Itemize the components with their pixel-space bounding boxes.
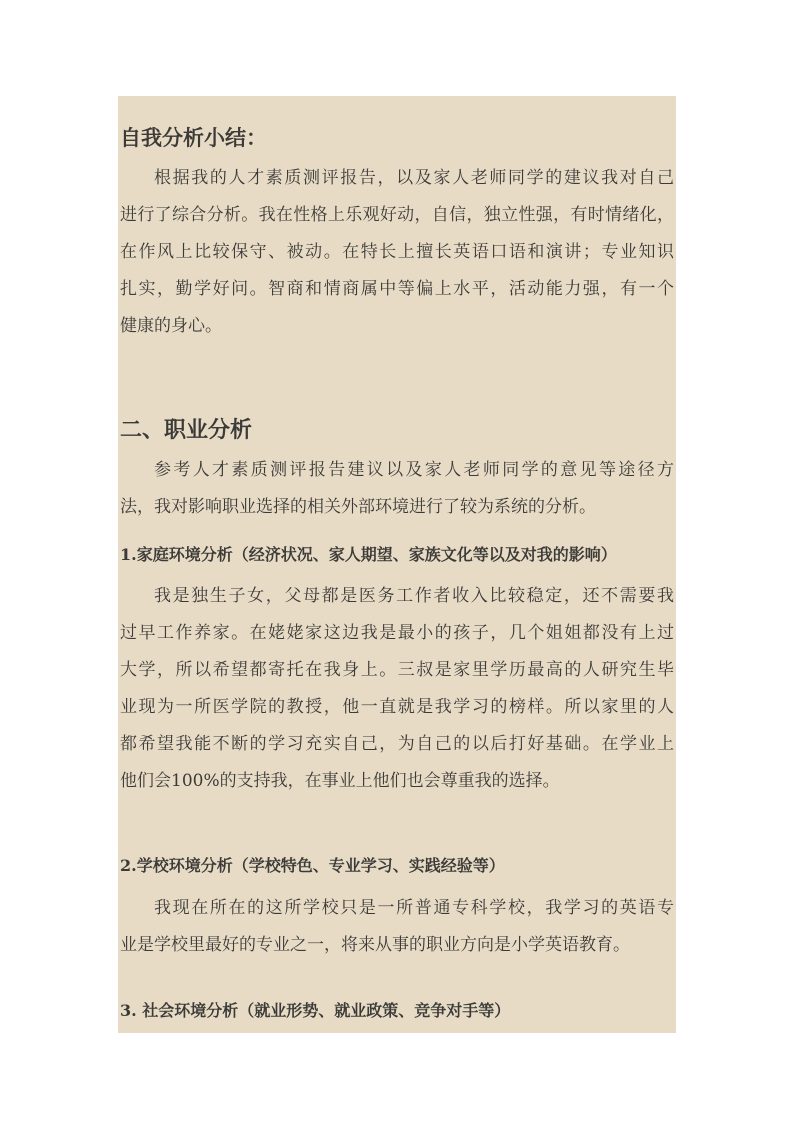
paragraph-line: 业是学校里最好的专业之一，将来从事的职业方向是小学英语教育。 — [120, 935, 630, 955]
paragraph-line: 我现在所在的这所学校只是一所普通专科学校，我学习的英语专 — [154, 898, 674, 918]
family-environment-heading: 1.家庭环境分析（经济状况、家人期望、家族文化等以及对我的影响） — [120, 545, 617, 564]
society-environment-heading: 3. 社会环境分析（就业形势、就业政策、竞争对手等） — [120, 1001, 511, 1020]
paragraph-line: 他们会100%的支持我，在事业上他们也会尊重我的选择。 — [120, 771, 560, 791]
paragraph-line: 过早工作养家。在姥姥家这边我是最小的孩子，几个姐姐都没有上过 — [120, 623, 674, 643]
paragraph-line: 扎实，勤学好问。智商和情商属中等偏上水平，活动能力强，有一个 — [120, 279, 674, 299]
paragraph-line: 大学，所以希望都寄托在我身上。三叔是家里学历最高的人研究生毕 — [120, 660, 674, 680]
paragraph-line: 进行了综合分析。我在性格上乐观好动，自信，独立性强，有时情绪化， — [120, 205, 674, 225]
paragraph-line: 健康的身心。 — [120, 316, 222, 336]
paragraph-line: 参考人才素质测评报告建议以及家人老师同学的意见等途径方 — [154, 460, 674, 480]
paragraph-line: 都希望我能不断的学习充实自己，为自己的以后打好基础。在学业上 — [120, 734, 674, 754]
self-analysis-paragraph — [120, 160, 674, 345]
family-environment-paragraph — [120, 578, 674, 800]
self-analysis-heading: 自我分析小结： — [120, 125, 267, 150]
paragraph-line: 根据我的人才素质测评报告，以及家人老师同学的建议我对自己 — [154, 168, 674, 188]
paragraph-line: 我是独生子女，父母都是医务工作者收入比较稳定，还不需要我 — [154, 586, 674, 606]
paragraph-line: 法，我对影响职业选择的相关外部环境进行了较为系统的分析。 — [120, 497, 596, 517]
career-analysis-paragraph — [120, 452, 674, 526]
school-environment-paragraph — [120, 890, 674, 964]
paragraph-line: 在作风上比较保守、被动。在特长上擅长英语口语和演讲；专业知识 — [120, 242, 674, 262]
career-analysis-heading: 二、职业分析 — [120, 417, 253, 443]
paragraph-line: 业现为一所医学院的教授，他一直就是我学习的榜样。所以家里的人 — [120, 697, 674, 717]
school-environment-heading: 2.学校环境分析（学校特色、专业学习、实践经验等） — [120, 856, 505, 875]
